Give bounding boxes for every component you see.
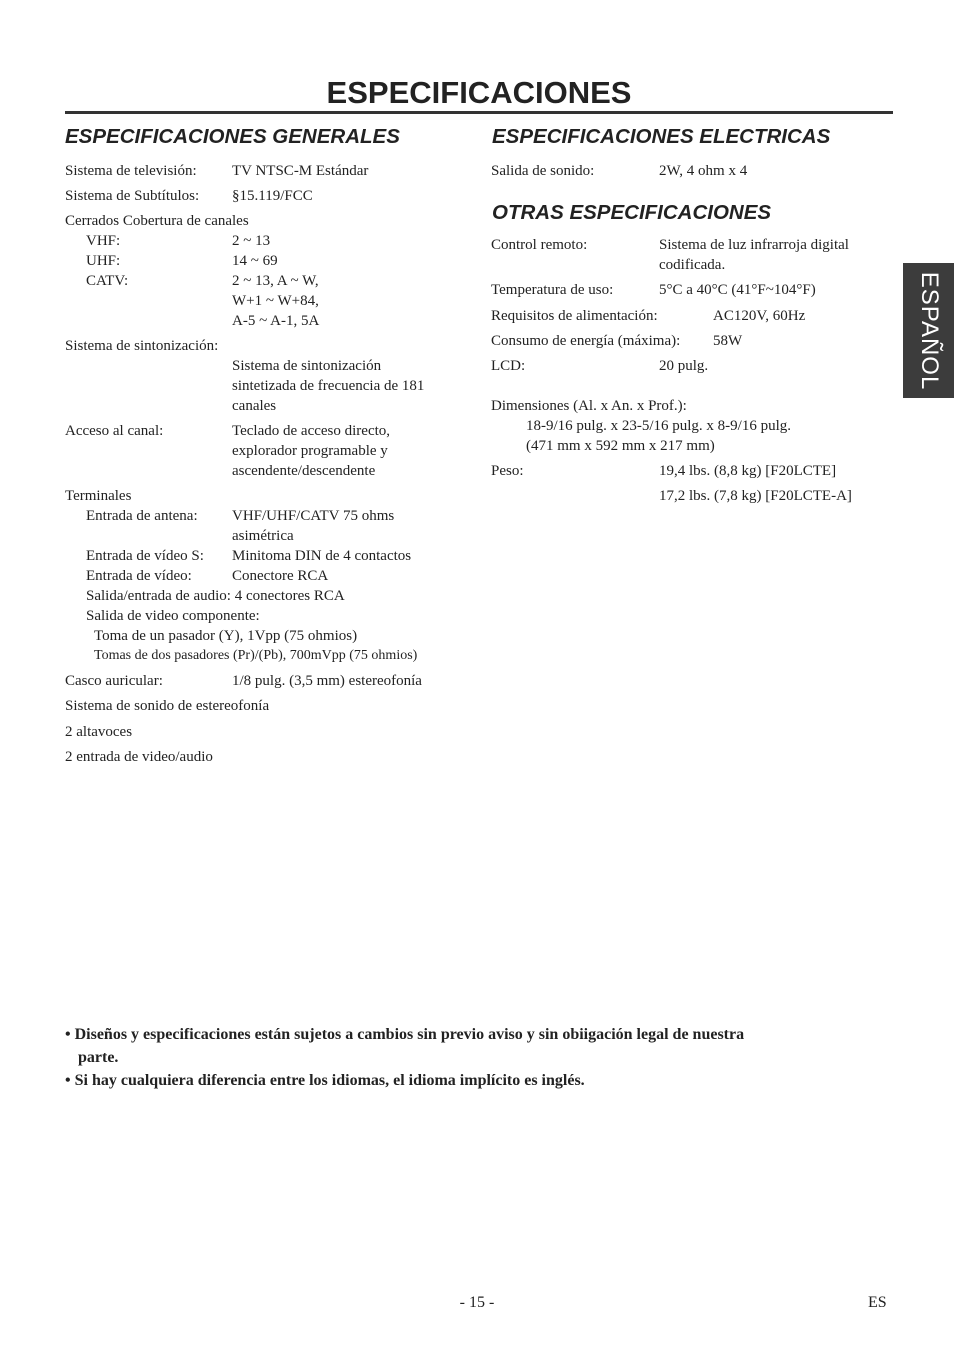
catv-label: CATV: bbox=[86, 273, 129, 289]
vhf-label: VHF: bbox=[86, 233, 121, 249]
component-prpb: Tomas de dos pasadores (Pr)/(Pb), 700mVpp (75 ohmios) bbox=[94, 648, 418, 663]
dims-value-2: (471 mm x 592 mm x 217 mm) bbox=[526, 438, 715, 454]
catv-value-2: W+1 ~ W+84, bbox=[232, 293, 319, 309]
language-tab-label: ESPAÑOL bbox=[915, 271, 943, 390]
other-heading: OTRAS ESPECIFICACIONES bbox=[492, 201, 772, 224]
lcd-value: 20 pulg. bbox=[659, 358, 709, 374]
access-value-2: explorador programable y bbox=[232, 443, 388, 459]
note-1-line-1: • Diseños y especificaciones están sujetos a cambios sin previo aviso y sin obiigación legal de nuestra bbox=[65, 1026, 745, 1043]
video-value: Conectore RCA bbox=[232, 568, 329, 584]
temp-label: Temperatura de uso: bbox=[491, 282, 614, 298]
antenna-value-2: asimétrica bbox=[232, 528, 294, 544]
tuning-value-2: sintetizada de frecuencia de 181 bbox=[232, 378, 425, 394]
catv-value-3: A-5 ~ A-1, 5A bbox=[232, 313, 320, 329]
component-y: Toma de un pasador (Y), 1Vpp (75 ohmios) bbox=[94, 628, 358, 644]
av-inputs: 2 entrada de video/audio bbox=[65, 749, 213, 765]
catv-value-1: 2 ~ 13, A ~ W, bbox=[232, 273, 319, 289]
video-label: Entrada de vídeo: bbox=[86, 568, 192, 584]
antenna-label: Entrada de antena: bbox=[86, 508, 198, 524]
headphone-value: 1/8 pulg. (3,5 mm) estereofonía bbox=[232, 673, 422, 689]
stereo-sound: Sistema de sonido de estereofonía bbox=[65, 698, 270, 714]
weight-value-2: 17,2 lbs. (7,8 kg) [F20LCTE-A] bbox=[659, 488, 852, 504]
remote-label: Control remoto: bbox=[491, 237, 588, 253]
remote-value-2: codificada. bbox=[659, 257, 726, 273]
sound-value: 2W, 4 ohm x 4 bbox=[659, 163, 748, 179]
language-code: ES bbox=[868, 1294, 887, 1311]
tuning-value-3: canales bbox=[232, 398, 277, 414]
note-1-line-2: parte. bbox=[78, 1049, 119, 1066]
headphone-label: Casco auricular: bbox=[65, 673, 163, 689]
tv-system-label: Sistema de televisión: bbox=[65, 163, 197, 179]
vhf-value: 2 ~ 13 bbox=[232, 233, 271, 249]
caption-cont: Cerrados Cobertura de canales bbox=[65, 213, 249, 229]
power-label: Requisitos de alimentación: bbox=[491, 308, 658, 324]
speakers: 2 altavoces bbox=[65, 724, 133, 740]
component-out: Salida de video componente: bbox=[86, 608, 260, 624]
access-label: Acceso al canal: bbox=[65, 423, 164, 439]
page-title: ESPECIFICACIONES bbox=[326, 75, 632, 110]
weight-value-1: 19,4 lbs. (8,8 kg) [F20LCTE] bbox=[659, 463, 837, 479]
weight-label: Peso: bbox=[491, 463, 524, 479]
general-heading: ESPECIFICACIONES GENERALES bbox=[65, 125, 400, 148]
dims-value-1: 18-9/16 pulg. x 23-5/16 pulg. x 8-9/16 pulg. bbox=[526, 418, 791, 434]
caption-label: Sistema de Subtítulos: bbox=[65, 188, 200, 204]
access-value-1: Teclado de acceso directo, bbox=[232, 423, 391, 439]
antenna-value-1: VHF/UHF/CATV 75 ohms bbox=[232, 508, 395, 524]
power-value: AC120V, 60Hz bbox=[713, 308, 806, 324]
language-tab bbox=[903, 263, 954, 398]
dims-label: Dimensiones (Al. x An. x Prof.): bbox=[491, 398, 687, 414]
uhf-value: 14 ~ 69 bbox=[232, 253, 278, 269]
electrical-heading: ESPECIFICACIONES ELECTRICAS bbox=[492, 125, 831, 148]
terminals-label: Terminales bbox=[65, 488, 132, 504]
remote-value-1: Sistema de luz infrarroja digital bbox=[659, 237, 849, 253]
caption-value: §15.119/FCC bbox=[232, 188, 313, 204]
tv-system-value: TV NTSC-M Estándar bbox=[232, 163, 369, 179]
temp-value: 5°C a 40°C (41°F~104°F) bbox=[659, 282, 816, 298]
tuning-label: Sistema de sintonización: bbox=[65, 338, 219, 354]
note-2: • Si hay cualquiera diferencia entre los idiomas, el idioma implícito es inglés. bbox=[65, 1072, 585, 1089]
audio-io: Salida/entrada de audio: 4 conectores RCA bbox=[86, 588, 345, 604]
tuning-value-1: Sistema de sintonización bbox=[232, 358, 382, 374]
lcd-label: LCD: bbox=[491, 358, 526, 374]
svideo-value: Minitoma DIN de 4 contactos bbox=[232, 548, 412, 564]
access-value-3: ascendente/descendente bbox=[232, 463, 376, 479]
consumption-label: Consumo de energía (máxima): bbox=[491, 333, 681, 349]
uhf-label: UHF: bbox=[86, 253, 121, 269]
sound-label: Salida de sonido: bbox=[491, 163, 595, 179]
title-rule bbox=[65, 111, 893, 114]
consumption-value: 58W bbox=[713, 333, 743, 349]
page-number: - 15 - bbox=[459, 1294, 495, 1311]
svideo-label: Entrada de vídeo S: bbox=[86, 548, 204, 564]
